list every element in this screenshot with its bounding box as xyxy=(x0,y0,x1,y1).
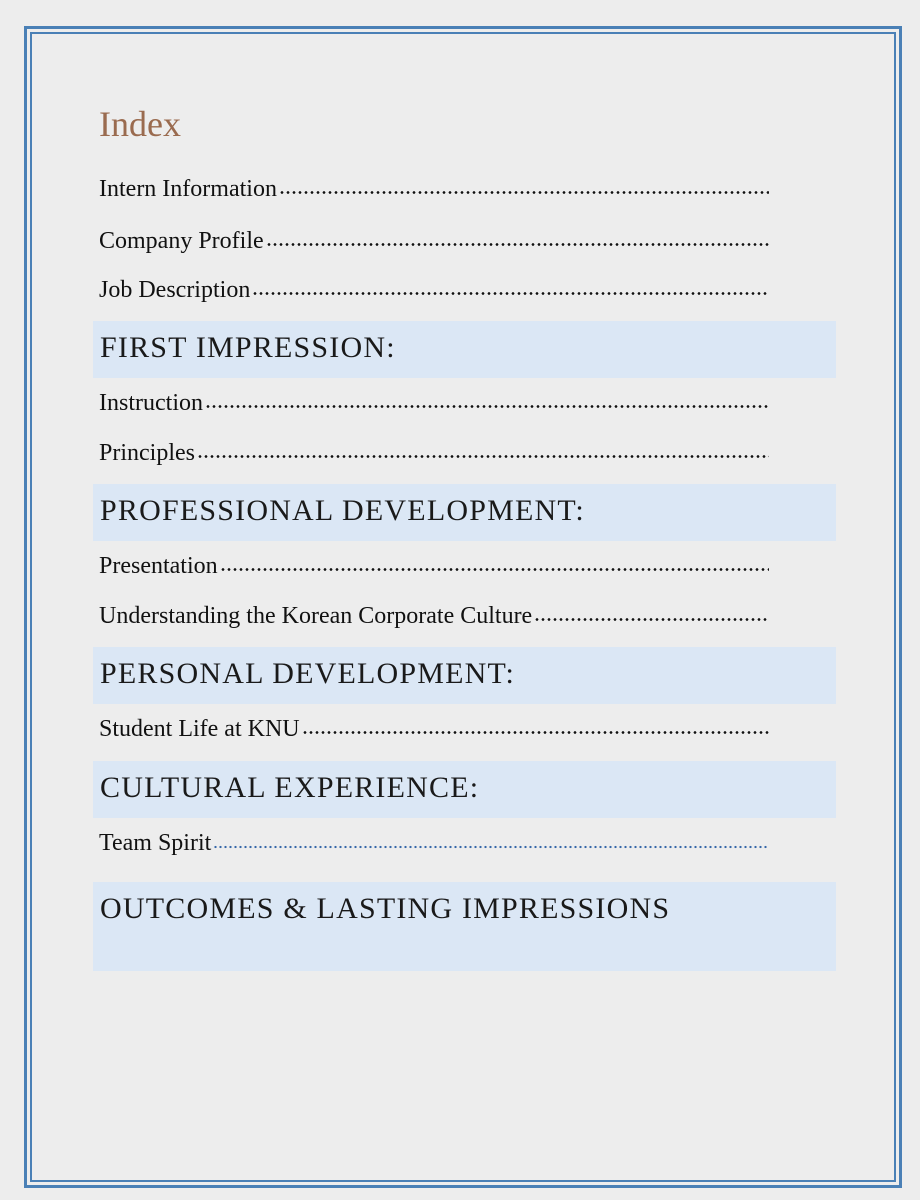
dot-leader xyxy=(266,241,769,248)
dot-leader xyxy=(205,403,769,410)
toc-entry-company-profile[interactable] xyxy=(99,222,769,256)
section-heading: FIRST IMPRESSION: xyxy=(100,331,396,364)
toc-entry-label: Presentation xyxy=(99,553,218,579)
toc-entry-principles[interactable] xyxy=(99,434,769,468)
section-heading: PERSONAL DEVELOPMENT: xyxy=(100,657,516,690)
toc-entry-student-life[interactable] xyxy=(99,710,769,744)
toc-entry-label: Principles xyxy=(99,440,195,466)
section-professional-development[interactable] xyxy=(93,484,836,541)
toc-entry-job-description[interactable] xyxy=(99,271,769,305)
section-personal-development[interactable] xyxy=(93,647,836,704)
dot-leader xyxy=(252,290,769,297)
toc-entry-label: Understanding the Korean Corporate Culture xyxy=(99,603,533,629)
toc-entry-label: Student Life at KNU xyxy=(99,716,300,742)
toc-entry-team-spirit[interactable] xyxy=(99,824,769,858)
dot-leader xyxy=(302,729,769,736)
toc-entry-label: Company Profile xyxy=(99,228,264,254)
section-heading: PROFESSIONAL DEVELOPMENT: xyxy=(100,494,585,527)
dot-leader xyxy=(197,453,769,460)
section-first-impression[interactable] xyxy=(93,321,836,378)
toc-entry-label: Team Spirit xyxy=(99,830,212,856)
toc-entry-instruction[interactable] xyxy=(99,384,769,418)
dot-leader xyxy=(220,566,769,573)
toc-entry-label: Job Description xyxy=(99,277,251,303)
toc-entry-korean-corporate-culture[interactable] xyxy=(99,597,769,631)
toc-entry-label: Instruction xyxy=(99,390,203,416)
toc-entry-intern-information[interactable] xyxy=(99,170,769,204)
section-heading: OUTCOMES & LASTING IMPRESSIONS xyxy=(100,892,671,925)
toc-entry-label: Intern Information xyxy=(99,176,277,202)
dot-leader xyxy=(534,616,769,623)
dot-leader xyxy=(213,844,769,850)
toc-entry-presentation[interactable] xyxy=(99,547,769,581)
section-outcomes[interactable] xyxy=(93,882,836,971)
section-cultural-experience[interactable] xyxy=(93,761,836,818)
index-title: Index xyxy=(99,104,181,144)
dot-leader xyxy=(279,189,769,196)
section-heading: CULTURAL EXPERIENCE: xyxy=(100,771,480,804)
